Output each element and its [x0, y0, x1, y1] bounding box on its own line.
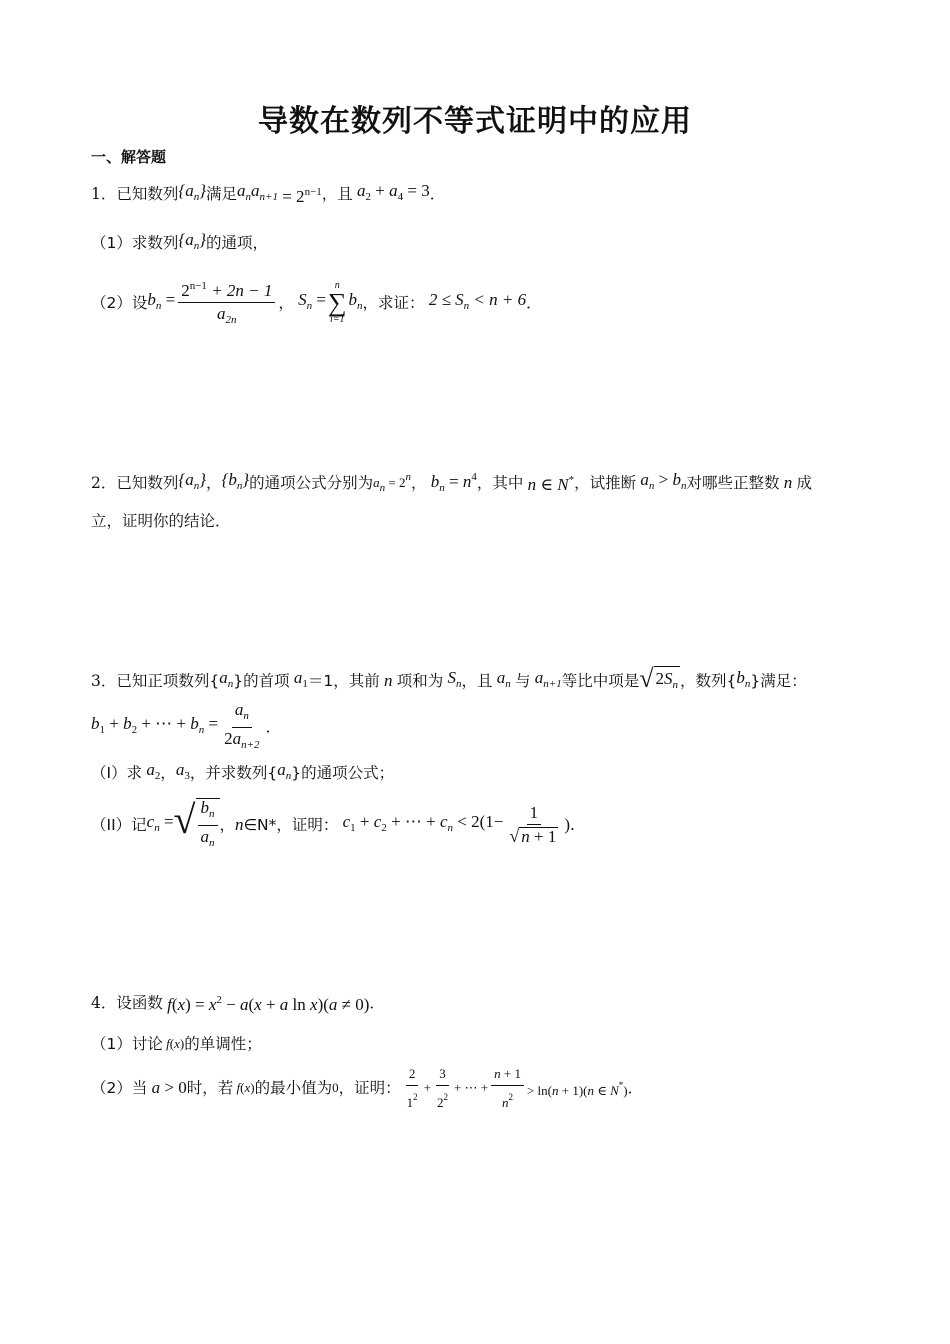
fraction-an: $\frac{a_n}{2a_{n+2}}$ [224, 699, 260, 751]
page-title: 导数在数列不等式证明中的应用 [258, 104, 692, 139]
question-3: 3． 已知正项数列{ $a_n$ }的首项 $a_1$ ＝1，其前 n 项和为 $S_n$ ，且 $a_n$ 与 $a_{n+1}$ 等比中项是 √ $2S_n$ ，数列{ $b_n$ }满足： [91, 664, 807, 693]
fraction-sqrt-n1: 1 √ n + 1 [509, 802, 557, 847]
question-3-part-1: （I）求 $a_2$ ， $a_3$ ，并求数列{ $a_n$ }的通项公式； [91, 760, 395, 782]
question-4-part-2: （2）当 a > 0 时，若 f(x) 的最小值为 0 ，证明： $\frac{2}{1^2}$ + $\frac{3}{2^2}$ + ⋯ + $\frac{n + 1}{n^2}$ > ln(n + 1)(n ∈ N*) ． [91, 1065, 644, 1110]
question-2: 2． 已知数列 $\{a_n\}$ ， $\{b_n\}$ 的通项公式分别为 $a_n = 2^n$ ， $b_n = n^4$ ，其中 n ∈ N* ，试推断 $a_n > b_n$ 对哪些正整数 n 成 [91, 469, 812, 494]
sqrt-bn-an: √ $\frac{b_n}{a_n}$ [174, 798, 220, 852]
question-4: 4． 设函数 $f(x) = x^2 - a(x + a$ ln x)(a ≠ 0) ． [91, 993, 385, 1014]
question-4-part-1: （1）讨论 f(x) 的单调性； [91, 1035, 262, 1053]
question-1: 1． 已知数列 $\{a_n\}$ 满足 $a_na_{n+1}$ = $2^{n-1}$ ，且 $a_2 + a_4 = 3$ ． [91, 181, 446, 206]
question-2-cont: 立，证明你的结论． [91, 512, 231, 530]
section-heading: 一、解答题 [91, 148, 167, 166]
sqrt-2sn: √ $2S_n$ [639, 664, 679, 693]
question-3-part-2: （II）记 $c_n$ = √ $\frac{b_n}{a_n}$ ， n ∈N*，证明： $c_1 + c_2$ + ⋯ + $c_n < 2(1-$ 1 √ n + 1 ) . [91, 800, 575, 850]
question-1-part-2: （2）设 $b_n$ = $\frac{2^{n-1} + 2n - 1}{a_{2n}}$ ， $S_n$ = n ∑ i=1 $b_n$ ，求证： $2 \le S_n < n + 6$ ． [91, 280, 542, 326]
question-3-equation: $b_1 + b_2$ + ⋯ + $b_n$ = $\frac{a_n}{2a_{n+2}}$ ． [91, 706, 281, 748]
summation-symbol: n ∑ i=1 [328, 280, 347, 325]
fraction-bn: $\frac{2^{n-1} + 2n - 1}{a_{2n}}$ [178, 277, 275, 329]
question-1-part-1: （1）求数列 $\{a_n\}$ 的通项， [91, 230, 269, 252]
